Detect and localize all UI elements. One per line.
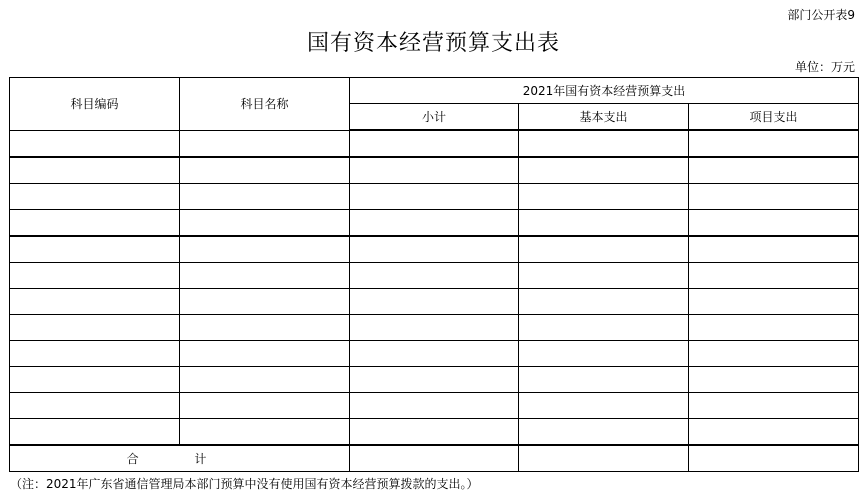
table-cell (350, 393, 519, 419)
table-cell (180, 184, 350, 210)
table-cell (10, 289, 180, 315)
table-cell (350, 236, 519, 263)
table-row (10, 393, 859, 419)
table-cell (689, 315, 859, 341)
table-cell (350, 419, 519, 446)
total-cell (689, 445, 859, 472)
table-cell (519, 419, 689, 446)
table-cell (689, 210, 859, 237)
table-row (10, 184, 859, 210)
table-cell (10, 157, 180, 184)
total-cell (350, 445, 519, 472)
table-cell (689, 263, 859, 289)
table-cell (689, 157, 859, 184)
table-row (10, 341, 859, 367)
table-cell (180, 393, 350, 419)
table-cell (519, 315, 689, 341)
table-cell (180, 419, 350, 446)
table-cell (180, 210, 350, 237)
table-cell (350, 315, 519, 341)
table-cell (350, 263, 519, 289)
table-cell (10, 263, 180, 289)
table-cell (519, 210, 689, 237)
table-row (10, 210, 859, 237)
table-cell (10, 367, 180, 393)
table-cell (10, 419, 180, 446)
table-cell (180, 367, 350, 393)
header-row (10, 78, 859, 104)
table-row (10, 367, 859, 393)
table-cell (180, 157, 350, 184)
table-cell (689, 184, 859, 210)
table-cell (350, 184, 519, 210)
table-row (10, 263, 859, 289)
table-row (10, 130, 859, 157)
table-cell (519, 367, 689, 393)
table-cell (10, 341, 180, 367)
header-basic-expenditure: 基本支出 (519, 104, 689, 131)
footnote: （注：2021年广东省通信管理局本部门预算中没有使用国有资本经营预算拨款的支出。） (10, 477, 479, 491)
table-row (10, 157, 859, 184)
table-cell (689, 130, 859, 157)
header-group: 2021年国有资本经营预算支出 (350, 78, 859, 104)
budget-table (9, 77, 859, 472)
header-subject-name: 科目名称 (180, 78, 350, 131)
table-cell (10, 236, 180, 263)
table-cell (519, 236, 689, 263)
table-cell (10, 210, 180, 237)
table-cell (350, 289, 519, 315)
table-cell (519, 184, 689, 210)
table-cell (689, 236, 859, 263)
table-cell (519, 289, 689, 315)
total-label: 合 计 (10, 445, 350, 472)
table-cell (519, 130, 689, 157)
table-cell (180, 315, 350, 341)
header-subject-code: 科目编码 (10, 78, 180, 131)
page-title: 国有资本经营预算支出表 (306, 31, 560, 56)
table-cell (180, 130, 350, 157)
table-cell (689, 367, 859, 393)
table-cell (689, 289, 859, 315)
table-row (10, 289, 859, 315)
table-cell (519, 157, 689, 184)
table-cell (10, 315, 180, 341)
table-cell (10, 130, 180, 157)
document-number: 部门公开表9 (787, 8, 855, 22)
table-cell (350, 367, 519, 393)
header-project-expenditure: 项目支出 (689, 104, 859, 131)
table-cell (689, 419, 859, 446)
table-row (10, 419, 859, 446)
table-cell (180, 236, 350, 263)
unit-label: 单位：万元 (794, 60, 855, 74)
table-cell (519, 263, 689, 289)
table-cell (519, 341, 689, 367)
table-cell (350, 130, 519, 157)
table-cell (180, 341, 350, 367)
table-cell (350, 341, 519, 367)
header-subtotal: 小计 (350, 104, 519, 131)
table-cell (350, 210, 519, 237)
table-cell (689, 341, 859, 367)
table-cell (180, 263, 350, 289)
table-cell (10, 393, 180, 419)
table-cell (180, 289, 350, 315)
table-row (10, 236, 859, 263)
table-cell (519, 393, 689, 419)
table-cell (10, 184, 180, 210)
table-row (10, 315, 859, 341)
table-cell (689, 393, 859, 419)
table-cell (350, 157, 519, 184)
total-cell (519, 445, 689, 472)
total-row (10, 445, 859, 472)
